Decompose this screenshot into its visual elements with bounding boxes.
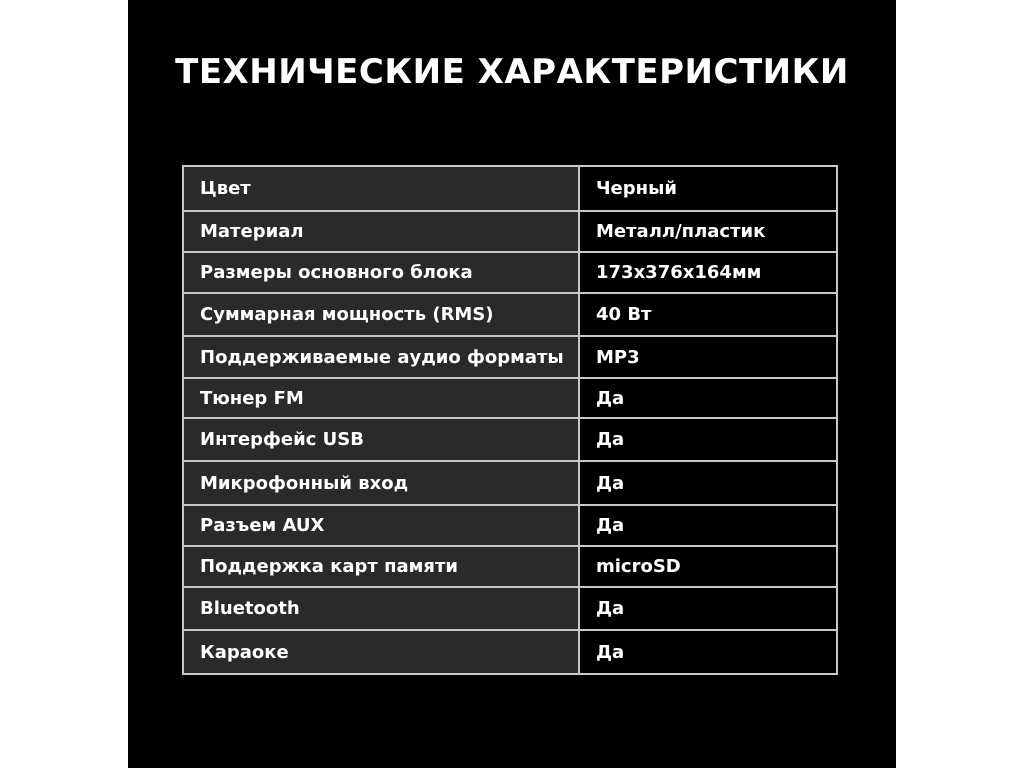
spec-row-aux xyxy=(183,505,837,546)
spec-value: MP3 xyxy=(579,336,837,378)
spec-value: microSD xyxy=(579,546,837,587)
spec-value: Да xyxy=(579,378,837,418)
spec-name: Разъем AUX xyxy=(183,505,579,546)
spec-name: Размеры основного блока xyxy=(183,252,579,293)
spec-value: Да xyxy=(579,505,837,546)
spec-name: Поддерживаемые аудио форматы xyxy=(183,336,579,378)
spec-row-dimensions xyxy=(183,252,837,293)
spec-row-memory-cards xyxy=(183,546,837,587)
spec-row-material xyxy=(183,211,837,252)
spec-value: Да xyxy=(579,587,837,630)
spec-name: Караоке xyxy=(183,630,579,674)
spec-row-color xyxy=(183,166,837,211)
spec-value: Да xyxy=(579,418,837,461)
spec-row-bluetooth xyxy=(183,587,837,630)
spec-value: Черный xyxy=(579,166,837,211)
spec-table xyxy=(182,165,838,675)
spec-name: Bluetooth xyxy=(183,587,579,630)
spec-name: Поддержка карт памяти xyxy=(183,546,579,587)
page-title: ТЕХНИЧЕСКИЕ ХАРАКТЕРИСТИКИ xyxy=(175,52,849,92)
spec-row-usb xyxy=(183,418,837,461)
spec-name: Суммарная мощность (RMS) xyxy=(183,293,579,336)
spec-panel xyxy=(128,0,896,768)
spec-value: Металл/пластик xyxy=(579,211,837,252)
spec-name: Микрофонный вход xyxy=(183,461,579,505)
spec-row-fm-tuner xyxy=(183,378,837,418)
spec-name: Цвет xyxy=(183,166,579,211)
spec-row-audio-formats xyxy=(183,336,837,378)
spec-value: 40 Вт xyxy=(579,293,837,336)
spec-row-karaoke xyxy=(183,630,837,674)
spec-value: Да xyxy=(579,461,837,505)
spec-name: Тюнер FM xyxy=(183,378,579,418)
spec-name: Материал xyxy=(183,211,579,252)
spec-row-power xyxy=(183,293,837,336)
spec-value: Да xyxy=(579,630,837,674)
spec-name: Интерфейс USB xyxy=(183,418,579,461)
spec-row-mic-input xyxy=(183,461,837,505)
spec-value: 173x376x164мм xyxy=(579,252,837,293)
